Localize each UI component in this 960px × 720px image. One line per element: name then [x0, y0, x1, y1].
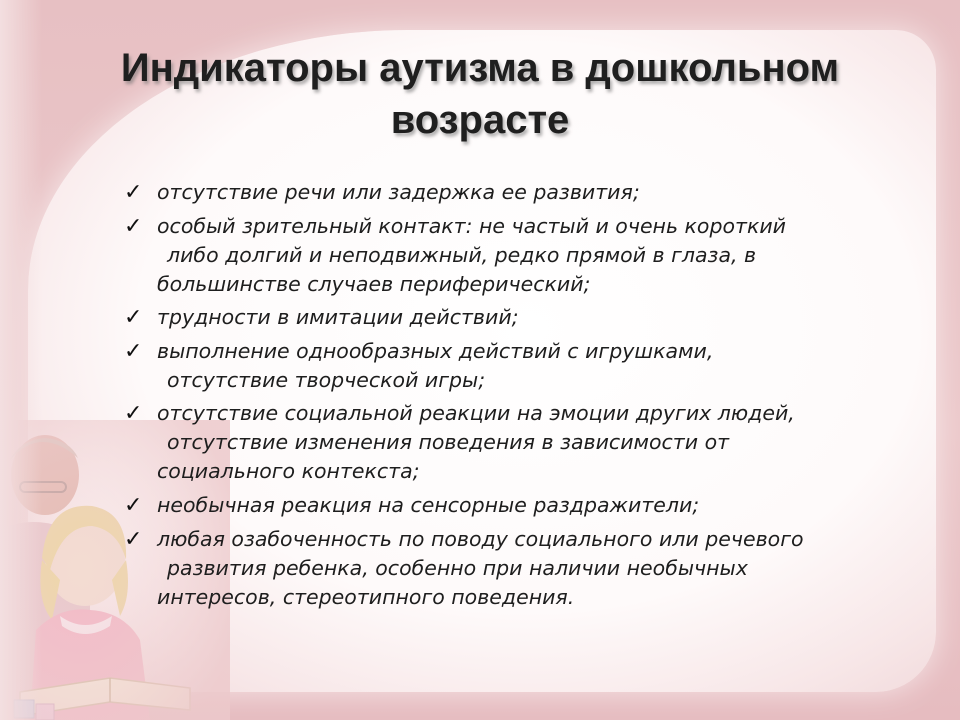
list-item-line: социального контекста;	[157, 459, 420, 484]
list-item-line: необычная реакция на сенсорные раздражители;	[157, 492, 700, 517]
list-item	[124, 491, 924, 520]
list-item	[124, 399, 924, 486]
list-item-line: большинстве случаев периферический;	[157, 271, 591, 296]
list-item-line: отсутствие речи или задержка ее развития;	[157, 180, 640, 204]
list-item	[124, 212, 924, 299]
list-item-line: либо долгий и неподвижный, редко прямой в глаза, в	[167, 242, 757, 267]
checkmark-icon: ✓	[124, 338, 143, 364]
title-line-2: возрасте	[390, 98, 570, 142]
checkmark-icon: ✓	[124, 526, 143, 552]
list-item-line: особый зрительный контакт: не частый и очень короткий	[157, 213, 787, 238]
list-item	[124, 178, 924, 207]
checkmark-icon: ✓	[124, 180, 143, 205]
checkmark-icon: ✓	[124, 401, 143, 427]
indicator-list	[124, 178, 924, 616]
list-item-line: развития ребенка, особенно при наличии необычных	[167, 555, 748, 580]
list-item-line: выполнение однообразных действий с игрушками,	[157, 338, 714, 363]
list-item	[124, 525, 924, 612]
list-item-line: отсутствие социальной реакции на эмоции других людей,	[157, 401, 795, 426]
list-item-line: любая озабоченность по поводу социального или речевого	[157, 526, 804, 551]
list-item-line: отсутствие творческой игры;	[167, 367, 486, 392]
list-item	[124, 303, 924, 332]
title-line-1: Индикаторы аутизма в дошкольном	[120, 46, 840, 90]
list-item-line: интересов, стереотипного поведения.	[157, 584, 575, 609]
list-item-line: отсутствие изменения поведения в зависимости от	[167, 430, 730, 455]
checkmark-icon: ✓	[124, 213, 143, 239]
checkmark-icon: ✓	[124, 305, 143, 331]
list-item	[124, 337, 924, 395]
checkmark-icon: ✓	[124, 492, 143, 518]
slide-title	[80, 42, 880, 146]
list-item-line: трудности в имитации действий;	[157, 305, 519, 330]
